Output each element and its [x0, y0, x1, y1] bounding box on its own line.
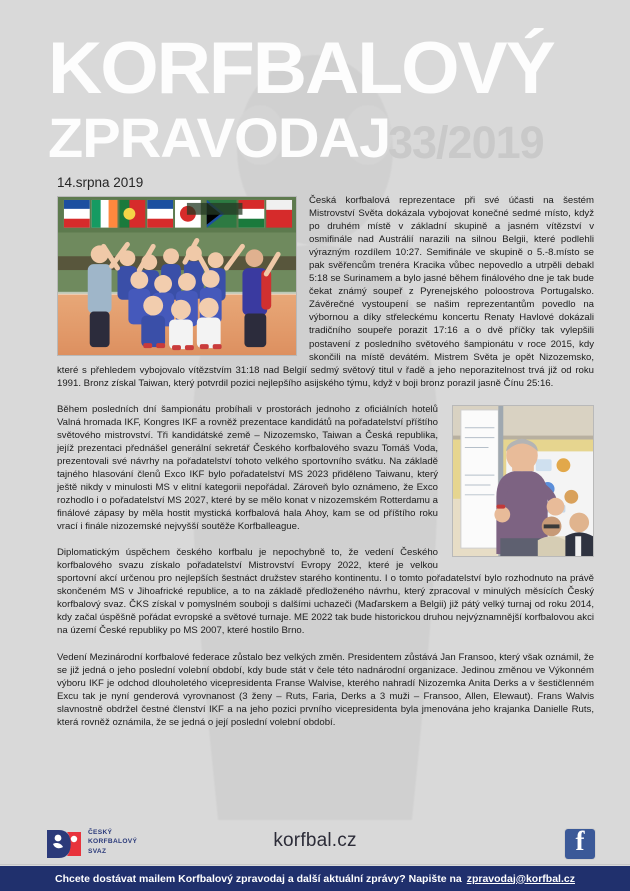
facebook-icon[interactable]	[565, 826, 595, 859]
website-link[interactable]: korfbal.cz	[273, 830, 357, 851]
logo-text-line1: ČESKÝ	[88, 829, 113, 836]
subscribe-text: Chcete dostávat mailem Korfbalový zpravodaj a další aktuální zprávy? Napište na	[55, 872, 462, 885]
article-paragraph: Česká korfbalová reprezentace při své účasti na šestém Mistrovství Světa dokázala vybojovat konečné sedmé místo, když po druhém místě v základní skupině a jasném vítězství v osmifinále nad Austrálií narazili na silnou Belgii, které podlehli výrazným rozdílem 10:27. Semifinále ve skupině o 5.-8.místo se pak svěřencům trenéra Kracika vůbec nepovedlo a utrpěli debakl 5:18 se Surinamem a bylo jasné během finálového dne je tak bude čekat známý soupeř z Pyrenejského poloostrova Portugalsko. Závěrečné vystoupení se našim reprezentantům povedlo na výbornou a díky střeleckému koncertu Renaty Havlové dokázali tradičního soupeře porazit 17:16 a o dvě příčky tak vylepšili postavení z posledního světového šampionátu v roce 2015, kdy skončili na místě devátém. Mistrem Světa je opět Nizozemsko, které s přehledem vybojovalo vítězstvím 31:18 nad Belgií sedmý světový titul v řadě a jeho neporazitelnost trvá již od roku 1991. Bronz získal Taiwan, který potvrdil pozici nejlepšího asijského týmu, když v boji bronz porazil jasně Čínu 25:16.	[57, 195, 594, 389]
footer-divider	[0, 864, 630, 865]
article-paragraph: Vedení Mezinárodní korfbalové federace zůstalo bez velkých změn. Presidentem zůstává Jan Fransoo, který však oznámil, že se již jedná o jeho poslední volební období, kdy bude stát v čele této nadnárodní organizace. Jedinou změnou ve Výkonném výboru IKF je odchod dlouholetého vicepresidenta Franse Walvise, kterého nahradí Nizozemka Anita Derks a v šestičlenném Excu tak je nyní genderová vyrovnanost (3 ženy – Ruts, Faria, Derks a 3 muži – Fransoo, Allen, Elewaut). Frans Walvis slavnostně obdržel čestné členství IKF a na jeho pozici prvního vicepresidenta byla jmenována jeho krajanka Danielle Ruts, která rovněž oznámila, že se jedná o její poslední volební období.	[57, 651, 594, 728]
article-body	[57, 194, 594, 729]
article-paragraph: Během posledních dní šampionátu probíhali v prostorách jednoho z oficiálních hotelů Valná hromada IKF, Kongres IKF a rovněž prezentace kandidátů na pořadatelství příštího světového mistrovství. Tři kandidátské země – Nizozemsko, Taiwan a Česká republika, jejíž prezentaci přednášel generální sekretář Českého korfbalového svazu Tomáš Voda, prezentovali své návrhy na pořadatelství tohoto velkého sportovního svátku. Na základě tajného hlasování členů Exco IKF bylo pořadatelství MS 2023 přiděleno Taiwanu, který ještě nikdy v minulosti MS v elitní kategorii nepořádal. Zároveň bylo oznámeno, že Exco rozhodlo i o pořadatelství MS 2027, které by se mělo konat v nizozemském Rotterdamu a finálové zápasy by měla hostit mystická korfbalová hala Ahoy, kam se od příštího roku vrací i finále nizozemské nejvyšší soutěže Korfballeague.	[57, 403, 438, 533]
page-title: KORFBALOVÝ	[48, 28, 554, 109]
logo-text-line3: SVAZ	[88, 847, 107, 855]
publication-date: 14.srpna 2019	[57, 175, 144, 190]
subscribe-bar	[0, 866, 630, 891]
article-paragraph: Diplomatickým úspěchem českého korfbalu je nepochybně to, že vedení Českého korfbalového svazu získalo pořadatelství Mistrovství Evropy 2022, které je velkou sportovní akcí určenou pro nejlepších šestnáct družstev starého kontinentu. I o tomto pořadatelství bylo rozhodnuto na právě skončeném MS v Jihoafrické republice, a to na základě předloženého návrhu, který zpracoval v minulých měsících Český korfbalový svaz. ČKS získal v pomyslném souboji s dalšími uchazeči (Maďarskem a Belgii) již pátý velký turnaj od roku 2014, kdy začal úspěšně pořádat evropské a světové turnaje. ME 2022 tak bude historickou druhou nejvýznamnější korfbalovou akci na území České republiky po MS 2007, které hostilo Brno.	[57, 547, 594, 637]
subscribe-email-link[interactable]: zpravodaj@korfbal.cz	[466, 872, 575, 885]
issue-number: 33/2019	[388, 117, 544, 168]
facebook-glyph: f	[575, 826, 585, 856]
logo-text-line2: KORFBALOVÝ	[88, 838, 138, 846]
masthead	[0, 0, 630, 190]
footer	[0, 820, 630, 870]
team-celebration-photo	[57, 196, 297, 356]
page-subtitle: ZPRAVODAJ	[48, 106, 391, 169]
presentation-photo	[452, 405, 594, 557]
